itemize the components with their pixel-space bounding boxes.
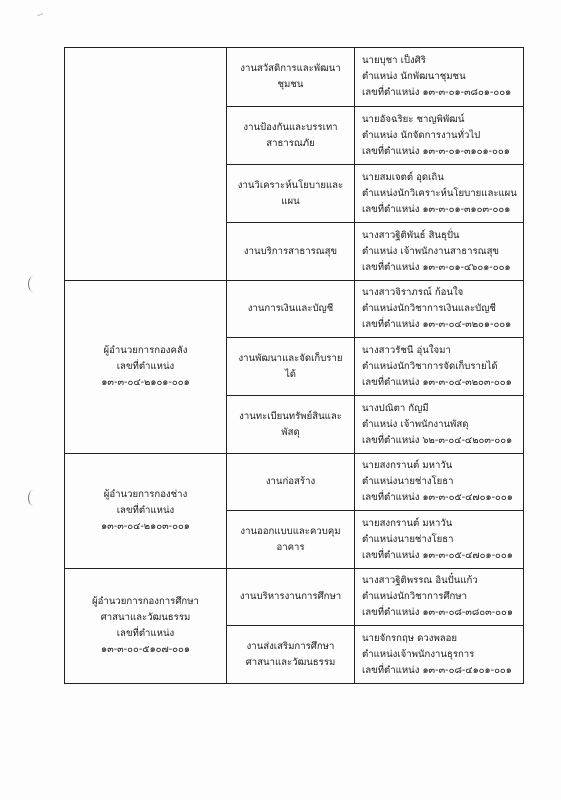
person-name: นายบุชา เป็งศิริ [362,55,426,66]
position-number: เลขที่ตำแหน่ง ๑๓-๓-๐๕-๔๗๐๑-๐๐๑ [362,492,513,503]
person-name: นายจักรกฤษ ดวงพลอย [362,632,458,644]
division-number-label: เลขที่ตำแหน่ง [116,505,175,516]
table-row [65,281,524,338]
position-number: เลขที่ตำแหน่ง ๑๓-๓-๐๑-๔๖๐๑-๐๐๑ [362,261,511,273]
person-position: ตำแหน่งนายช่างโยธา [362,476,454,487]
position-number: เลขที่ตำแหน่ง ๑๓-๓-๐๑-๓๑๐๑-๐๐๑ [362,145,510,157]
section-cell: งานวิเคราะห์นโยบายและแผน [227,165,355,223]
person-position: ตำแหน่ง นักจัดการงานทั่วไป [362,129,481,141]
section-cell: งานทะเบียนทรัพย์สินและพัสดุ [227,396,355,454]
section-cell: งานพัฒนาและจัดเก็บรายได้ [227,338,355,396]
person-position: ตำแหน่งนักวิชาการเงินและบัญชี [362,303,496,314]
person-position: ตำแหน่ง นักพัฒนาชุมชน [362,71,466,82]
person-position: ตำแหน่ง เจ้าพนักงานสาธารณสุข [362,245,499,257]
person-cell [355,511,524,569]
division-cell-engineering [65,454,227,569]
table-row [65,569,524,626]
punch-hole-top [28,276,39,292]
person-cell [355,281,524,338]
division-number-label: เลขที่ตำแหน่ง [116,361,175,372]
position-number: เลขที่ตำแหน่ง ๑๓-๓-๐๑-๓๑๐๓-๐๐๑ [362,203,511,215]
person-cell [355,626,524,684]
person-cell [355,223,524,281]
person-name: นายอัจฉริยะ ชาญพิพัฒน์ [362,113,465,125]
person-name: นายสงกรานต์ มหาวัน [362,460,453,471]
person-cell [355,338,524,396]
position-number: เลขที่ตำแหน่ง ๑๓-๓-๐๕-๔๗๐๑-๐๐๑ [362,549,513,561]
position-number: เลขที่ตำแหน่ง ๑๓-๓-๐๔-๓๒๐๓-๐๐๑ [362,376,512,388]
table-row [65,454,524,511]
section-cell: งานการเงินและบัญชี [227,281,355,338]
position-number: เลขที่ตำแหน่ง ๑๓-๓-๐๑-๓๘๐๑-๐๐๑ [362,87,512,98]
person-cell [355,107,524,165]
person-cell [355,396,524,454]
section-cell: งานออกแบบและควบคุมอาคาร [227,511,355,569]
punch-hole-bottom [28,490,39,506]
division-number: ๑๓-๓-๐๔-๒๑๐๓-๐๐๑ [101,521,190,532]
position-number: เลขที่ตำแหน่ง ๑๓-๓-๐๔-๓๒๐๑-๐๐๑ [362,319,512,330]
section-cell: งานก่อสร้าง [227,454,355,511]
person-position: ตำแหน่งนักวิเคราะห์นโยบายและแผน [362,187,517,199]
division-title-line2: ศาสนาและวัฒนธรรม [100,612,191,623]
person-cell [355,48,524,107]
person-position: ตำแหน่งเจ้าพนักงานธุรการ [362,648,475,660]
person-name: นางสาวฐิติพันธ์ สินธุปั่น [362,229,460,241]
division-number: ๑๓-๓-๐๔-๒๑๐๑-๐๐๑ [101,377,190,388]
position-number: เลขที่ตำแหน่ง ๑๓-๓-๐๘-๓๘๐๓-๐๐๑ [362,607,513,618]
person-cell [355,569,524,626]
table-row [65,48,524,107]
division-number: ๑๓-๓-๐๐-๕๑๐๗-๐๐๑ [101,644,190,655]
person-position: ตำแหน่งนักวิชาการศึกษา [362,591,467,602]
person-position: ตำแหน่งนายช่างโยธา [362,533,454,545]
section-cell: งานสวัสดิการและพัฒนาชุมชน [227,48,355,107]
division-title: ผู้อำนวยการกองช่าง [103,489,188,500]
person-cell [355,165,524,223]
division-cell-education [65,569,227,684]
division-title: ผู้อำนวยการกองคลัง [103,345,188,356]
division-cell-finance [65,281,227,454]
section-cell: งานส่งเสริมการศึกษา ศาสนาและวัฒนธรรม [227,626,355,684]
division-title: ผู้อำนวยการกองการศึกษา [92,596,199,607]
person-name: นายสงกรานต์ มหาวัน [362,517,453,529]
person-name: นางสาวจิราภรณ์ ก้อนใจ [362,287,464,298]
scan-speck [37,13,44,20]
person-position: ตำแหน่ง เจ้าพนักงานพัสดุ [362,418,469,430]
person-cell [355,454,524,511]
person-name: นายสมเจตต์ อุดเถิน [362,171,444,183]
section-cell: งานบริการสาธารณสุข [227,223,355,281]
person-position: ตำแหน่งนักวิชาการจัดเก็บรายได้ [362,360,498,372]
position-number: เลขที่ตำแหน่ง ๖๒-๓-๐๔-๔๒๐๓-๐๐๑ [362,434,513,446]
section-cell: งานบริหารงานการศึกษา [227,569,355,626]
division-number-label: เลขที่ตำแหน่ง [116,628,175,639]
person-name: นางสาวรัชนี อุ่นใจมา [362,344,451,356]
staff-table [64,47,524,684]
person-name: นางสาวฐิติพรรณ อินปั๋นแก้ว [362,575,478,586]
position-number: เลขที่ตำแหน่ง ๑๓-๓-๐๘-๔๑๐๑-๐๐๑ [362,664,512,676]
person-name: นางปณิตา กัญมี [362,402,429,414]
division-cell-empty [65,48,227,281]
section-cell: งานป้องกันและบรรเทาสาธารณภัย [227,107,355,165]
